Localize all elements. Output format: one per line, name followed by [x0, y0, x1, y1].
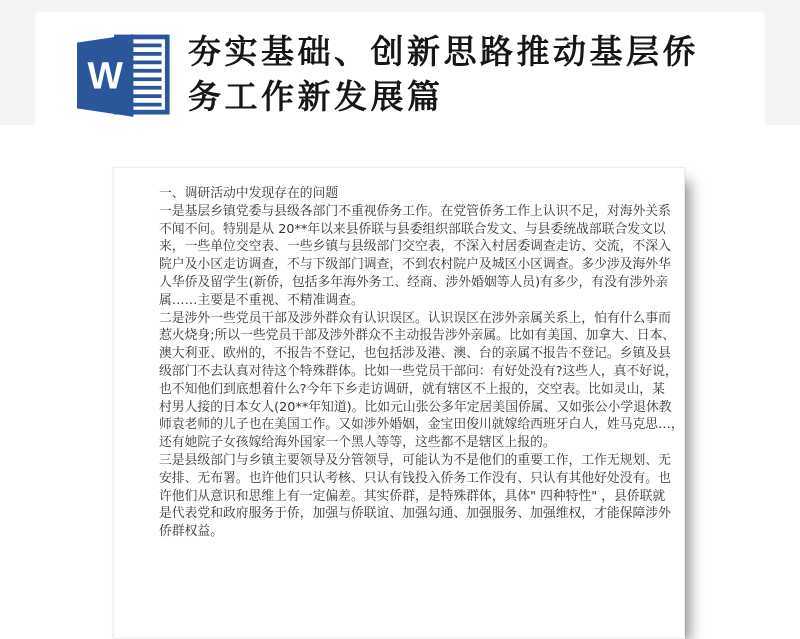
document-preview-page [113, 167, 685, 639]
document-text-line: 村男人接的日本女人(20**年知道)。比如元山张公多年定居美国侨属、又如张公小学退休教 [159, 399, 672, 415]
document-text-line: 一、调研活动中发现存在的问题 [159, 186, 339, 201]
document-text-line: 侨群权益。 [159, 524, 223, 540]
document-text-line: 澳大利亚、欧州的，不报告不登记，也包括涉及港、澳、台的亲属不报告不登记。乡镇及县 [159, 346, 671, 362]
document-text-line: 属……主要是不重视、不精准调查。 [159, 292, 364, 308]
document-text-line: 二是涉外一些党员干部及涉外群众有认识误区。认识误区在涉外亲属关系上，怕有什么事而 [159, 310, 671, 326]
document-text-line: 不闻不问。特别是从 20**年以来县侨联与县委组织部联合发文、与县委统战部联合发文以 [159, 221, 666, 237]
document-text-line: 许他们从意识和思维上有一定偏差。其实侨群，是特殊群体，具体" 四种特性" ，县侨联就 [159, 488, 666, 504]
document-text-line: 院户及小区走访调查，不与下级部门调查，不到农村院户及城区小区调查。多少涉及海外华 [159, 257, 671, 273]
svg-text:W: W [87, 54, 123, 97]
document-text-line: 是代表党和政府服务于侨，加强与侨联谊、加强勾通、加强服务、加强维权，才能保障涉外 [159, 506, 671, 522]
document-text-line: 师袁老师的儿子也在美国工作。又如涉外婚姻，金宝田俊川就嫁给西班牙白人，姓马克思…， [159, 417, 684, 433]
document-text-line: 安排、无布署。也许他们只认考核、只认有钱投入侨务工作没有、只认有其他好处没有。也 [159, 470, 671, 486]
document-text-line: 三是县级部门与乡镇主要领导及分管领导，可能认为不是他们的重要工作，工作无规划、无 [159, 452, 671, 468]
document-text [159, 185, 684, 541]
document-text-line: 还有她院子女孩嫁给海外国家一个黑人等等，这些都不是辖区上报的。 [159, 435, 556, 451]
document-text-line: 也不知他们到底想着什么?今年下乡走访调研，就有辖区不上报的，交空表。比如灵山，某 [159, 381, 665, 397]
word-icon [77, 34, 171, 117]
document-text-line: 惹火烧身;所以一些党员干部及涉外群众不主动报告涉外亲属。比如有美国、加拿大、日本、 [159, 328, 676, 344]
document-text-line: 来，一些单位交空表、一些乡镇与县级部门交空表，不深入村居委调查走访、交流，不深入 [159, 239, 671, 255]
page-title: 夯实基础、创新思路推动基层侨务工作新发展篇 [188, 32, 699, 116]
document-text-line: 一是基层乡镇党委与县级各部门不重视侨务工作。在党管侨务工作上认识不足，对海外关系 [159, 203, 671, 219]
document-text-line: 级部门不去认真对待这个特殊群体。比如一些党员干部问：有好处没有?这些人，真不好说， [159, 363, 678, 379]
document-text-line: 人华侨及留学生(新侨，包括多年海外务工、经商、涉外婚姻等人员)有多少，有没有涉外亲 [159, 274, 669, 290]
